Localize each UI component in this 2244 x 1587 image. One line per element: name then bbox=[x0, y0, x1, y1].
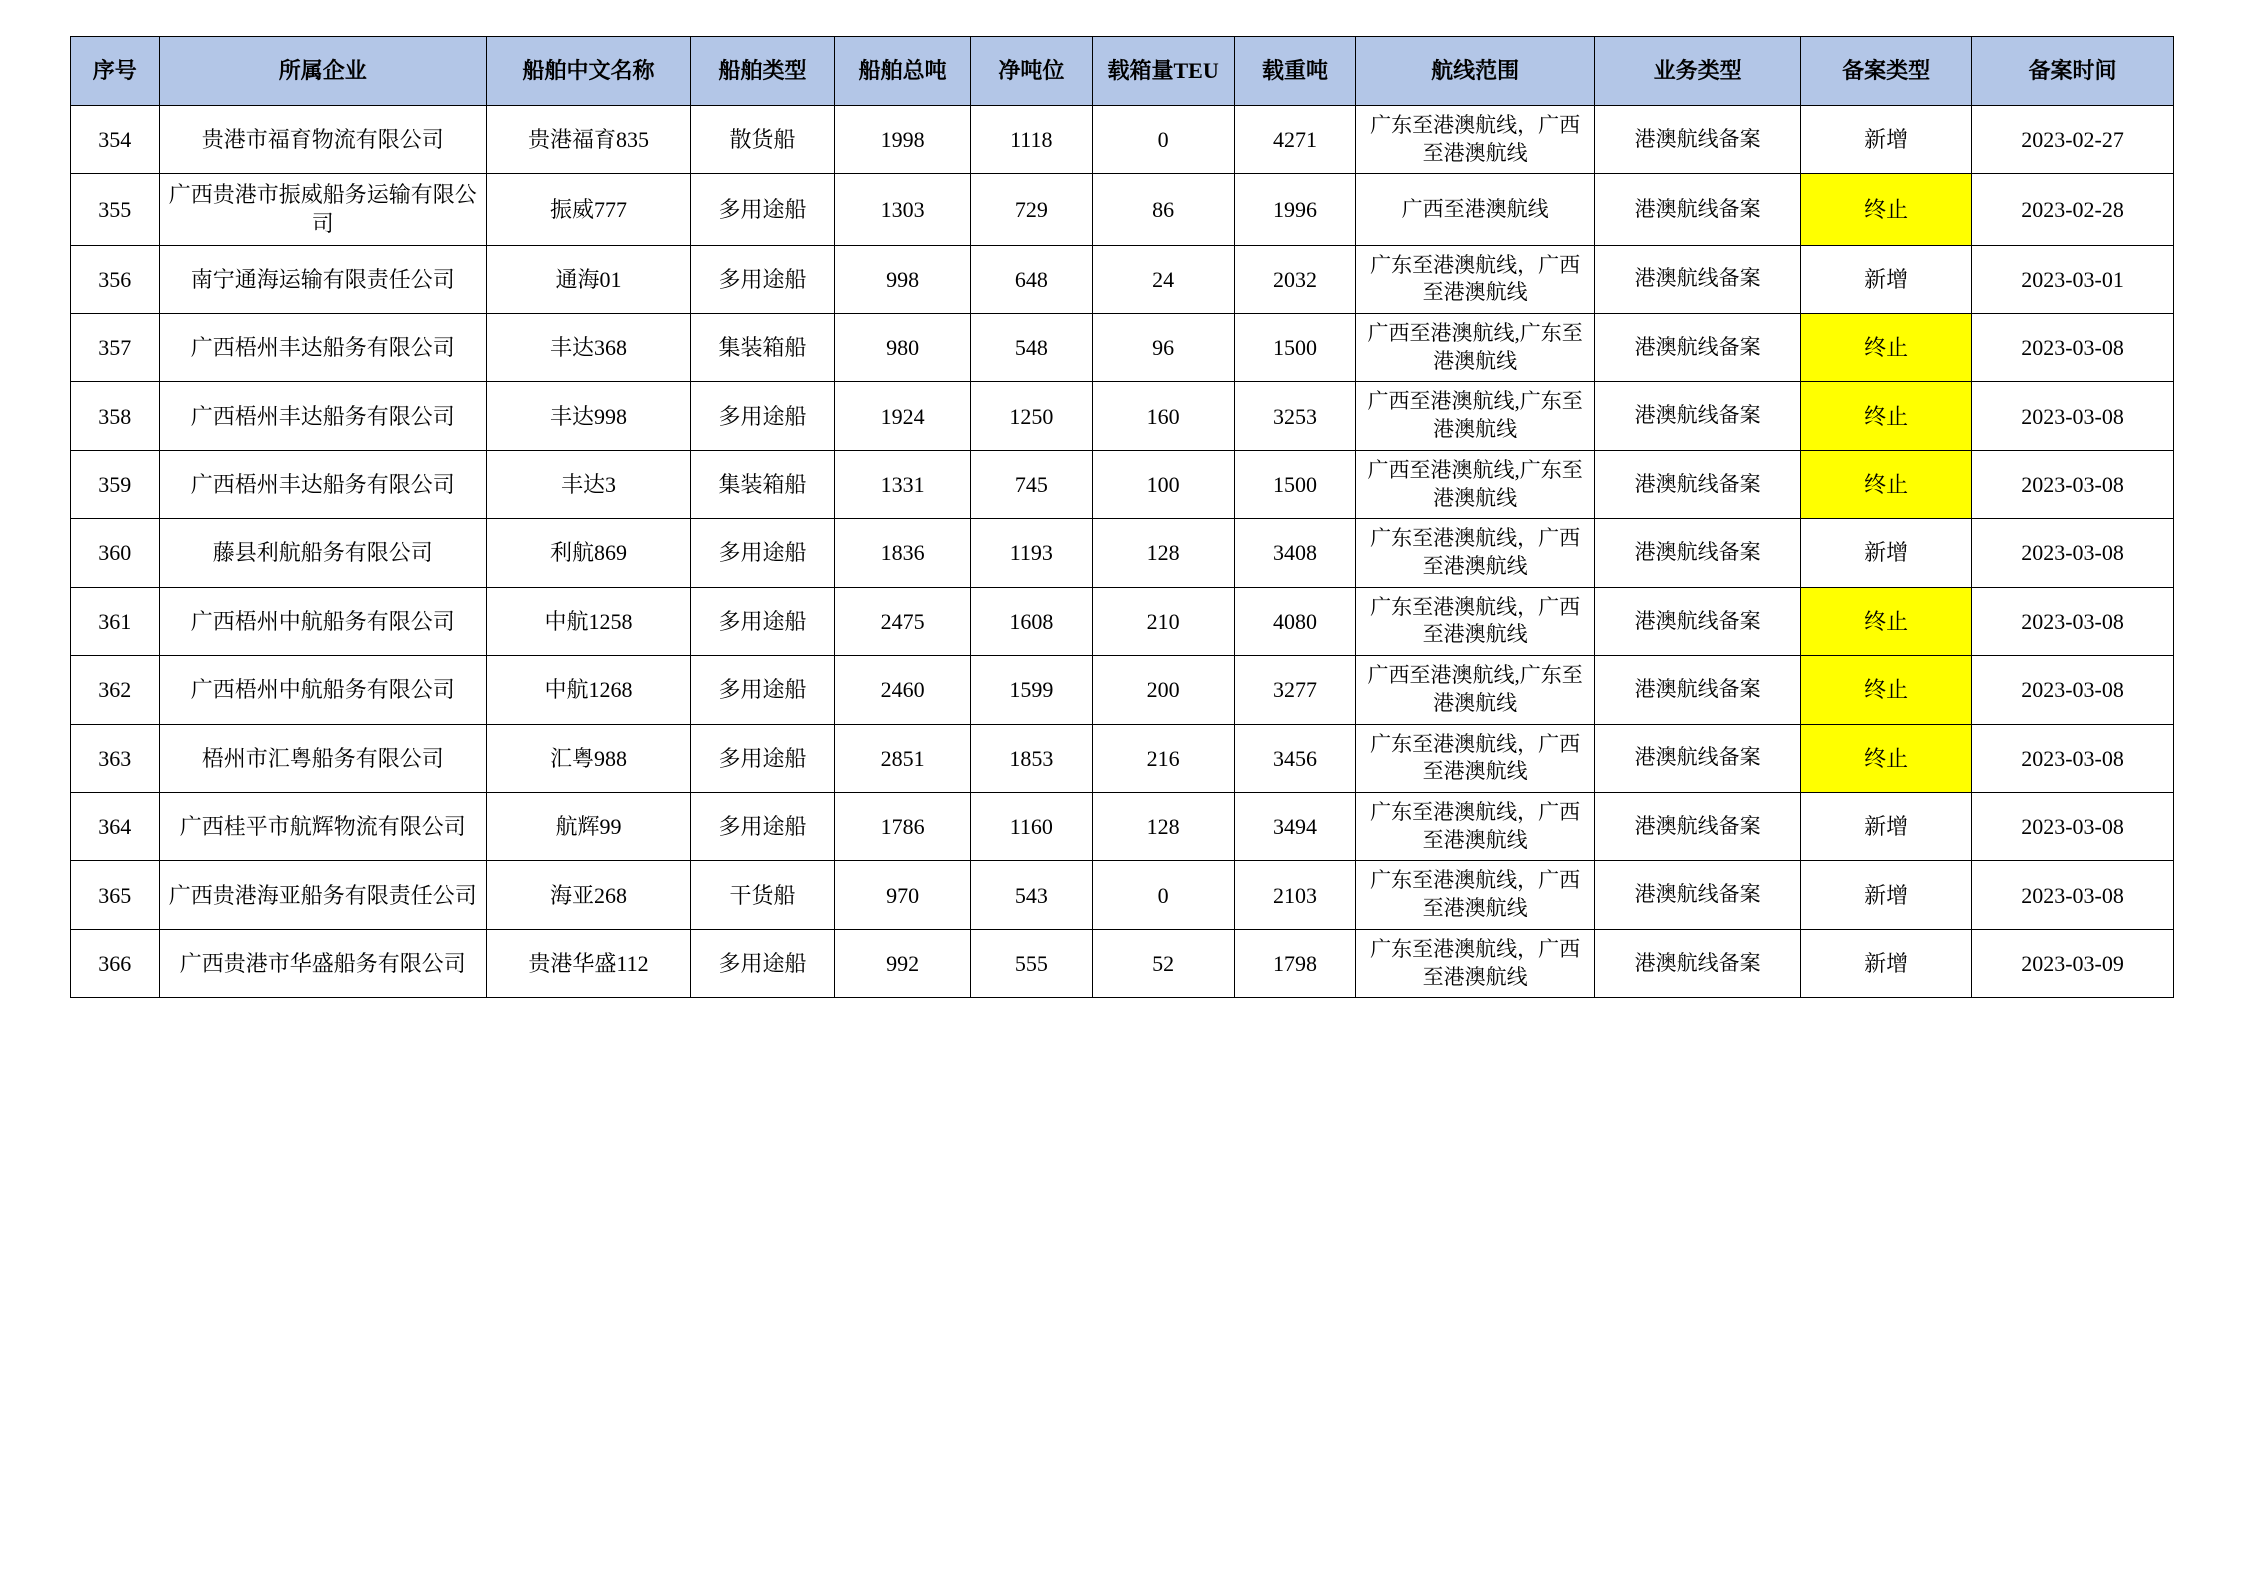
cell-net-tonnage: 1853 bbox=[971, 724, 1093, 792]
cell-ship-name: 利航869 bbox=[487, 519, 691, 587]
cell-ship-type: 多用途船 bbox=[690, 724, 834, 792]
cell-ship-name: 航辉99 bbox=[487, 793, 691, 861]
cell-ship-type: 多用途船 bbox=[690, 519, 834, 587]
cell-company: 藤县利航船务有限公司 bbox=[159, 519, 486, 587]
column-header-index: 序号 bbox=[71, 37, 160, 106]
cell-gross-tonnage: 998 bbox=[835, 245, 971, 313]
cell-ship-type: 多用途船 bbox=[690, 382, 834, 450]
cell-company: 广西梧州丰达船务有限公司 bbox=[159, 450, 486, 518]
cell-deadweight: 4080 bbox=[1234, 587, 1356, 655]
cell-record-type: 终止 bbox=[1801, 174, 1972, 245]
cell-route: 广东至港澳航线，广西至港澳航线 bbox=[1356, 929, 1595, 997]
cell-ship-name: 中航1268 bbox=[487, 656, 691, 724]
cell-net-tonnage: 1599 bbox=[971, 656, 1093, 724]
cell-ship-name: 贵港华盛112 bbox=[487, 929, 691, 997]
cell-record-type: 新增 bbox=[1801, 245, 1972, 313]
column-header-business-type: 业务类型 bbox=[1595, 37, 1801, 106]
cell-record-date: 2023-03-08 bbox=[1972, 724, 2174, 792]
cell-ship-name: 中航1258 bbox=[487, 587, 691, 655]
cell-record-date: 2023-03-08 bbox=[1972, 450, 2174, 518]
cell-company: 广西梧州丰达船务有限公司 bbox=[159, 382, 486, 450]
cell-company: 广西桂平市航辉物流有限公司 bbox=[159, 793, 486, 861]
table-header-row bbox=[71, 37, 2174, 106]
cell-record-date: 2023-02-27 bbox=[1972, 106, 2174, 174]
cell-gross-tonnage: 1998 bbox=[835, 106, 971, 174]
cell-gross-tonnage: 2460 bbox=[835, 656, 971, 724]
cell-ship-type: 集装箱船 bbox=[690, 313, 834, 381]
column-header-net-tonnage: 净吨位 bbox=[971, 37, 1093, 106]
cell-ship-type: 多用途船 bbox=[690, 656, 834, 724]
column-header-teu: 载箱量TEU bbox=[1092, 37, 1234, 106]
cell-deadweight: 1798 bbox=[1234, 929, 1356, 997]
cell-teu: 86 bbox=[1092, 174, 1234, 245]
cell-business-type: 港澳航线备案 bbox=[1595, 929, 1801, 997]
cell-ship-type: 干货船 bbox=[690, 861, 834, 929]
cell-ship-type: 多用途船 bbox=[690, 587, 834, 655]
cell-record-type: 新增 bbox=[1801, 861, 1972, 929]
table-row bbox=[71, 861, 2174, 929]
cell-company: 广西贵港海亚船务有限责任公司 bbox=[159, 861, 486, 929]
table-row bbox=[71, 724, 2174, 792]
cell-company: 广西梧州中航船务有限公司 bbox=[159, 656, 486, 724]
ship-record-table bbox=[70, 36, 2174, 998]
cell-deadweight: 1500 bbox=[1234, 450, 1356, 518]
cell-gross-tonnage: 1331 bbox=[835, 450, 971, 518]
cell-record-date: 2023-03-08 bbox=[1972, 656, 2174, 724]
cell-record-type: 终止 bbox=[1801, 313, 1972, 381]
cell-teu: 200 bbox=[1092, 656, 1234, 724]
cell-net-tonnage: 548 bbox=[971, 313, 1093, 381]
table-row bbox=[71, 656, 2174, 724]
cell-teu: 160 bbox=[1092, 382, 1234, 450]
cell-company: 梧州市汇粤船务有限公司 bbox=[159, 724, 486, 792]
table-row bbox=[71, 313, 2174, 381]
cell-teu: 24 bbox=[1092, 245, 1234, 313]
cell-record-type: 终止 bbox=[1801, 724, 1972, 792]
cell-deadweight: 2103 bbox=[1234, 861, 1356, 929]
cell-route: 广东至港澳航线，广西至港澳航线 bbox=[1356, 519, 1595, 587]
cell-ship-name: 通海01 bbox=[487, 245, 691, 313]
cell-net-tonnage: 1118 bbox=[971, 106, 1093, 174]
cell-business-type: 港澳航线备案 bbox=[1595, 587, 1801, 655]
cell-route: 广东至港澳航线，广西至港澳航线 bbox=[1356, 724, 1595, 792]
cell-net-tonnage: 648 bbox=[971, 245, 1093, 313]
cell-ship-type: 集装箱船 bbox=[690, 450, 834, 518]
cell-deadweight: 4271 bbox=[1234, 106, 1356, 174]
cell-ship-type: 多用途船 bbox=[690, 793, 834, 861]
cell-ship-type: 多用途船 bbox=[690, 245, 834, 313]
cell-ship-name: 丰达3 bbox=[487, 450, 691, 518]
cell-deadweight: 3408 bbox=[1234, 519, 1356, 587]
cell-deadweight: 3277 bbox=[1234, 656, 1356, 724]
cell-record-type: 新增 bbox=[1801, 929, 1972, 997]
cell-net-tonnage: 1160 bbox=[971, 793, 1093, 861]
table-body bbox=[71, 106, 2174, 998]
cell-teu: 52 bbox=[1092, 929, 1234, 997]
cell-business-type: 港澳航线备案 bbox=[1595, 519, 1801, 587]
cell-index: 355 bbox=[71, 174, 160, 245]
cell-business-type: 港澳航线备案 bbox=[1595, 450, 1801, 518]
cell-company: 广西贵港市华盛船务有限公司 bbox=[159, 929, 486, 997]
cell-deadweight: 3253 bbox=[1234, 382, 1356, 450]
column-header-route: 航线范围 bbox=[1356, 37, 1595, 106]
column-header-deadweight: 载重吨 bbox=[1234, 37, 1356, 106]
column-header-ship-name: 船舶中文名称 bbox=[487, 37, 691, 106]
cell-business-type: 港澳航线备案 bbox=[1595, 106, 1801, 174]
table-row bbox=[71, 519, 2174, 587]
cell-index: 354 bbox=[71, 106, 160, 174]
cell-index: 360 bbox=[71, 519, 160, 587]
column-header-gross-tonnage: 船舶总吨 bbox=[835, 37, 971, 106]
cell-net-tonnage: 543 bbox=[971, 861, 1093, 929]
cell-deadweight: 2032 bbox=[1234, 245, 1356, 313]
cell-index: 358 bbox=[71, 382, 160, 450]
cell-record-date: 2023-03-09 bbox=[1972, 929, 2174, 997]
cell-deadweight: 1996 bbox=[1234, 174, 1356, 245]
cell-record-date: 2023-02-28 bbox=[1972, 174, 2174, 245]
cell-route: 广西至港澳航线,广东至港澳航线 bbox=[1356, 313, 1595, 381]
cell-ship-name: 海亚268 bbox=[487, 861, 691, 929]
cell-route: 广东至港澳航线，广西至港澳航线 bbox=[1356, 245, 1595, 313]
cell-company: 贵港市福育物流有限公司 bbox=[159, 106, 486, 174]
cell-business-type: 港澳航线备案 bbox=[1595, 861, 1801, 929]
cell-record-date: 2023-03-08 bbox=[1972, 313, 2174, 381]
cell-gross-tonnage: 992 bbox=[835, 929, 971, 997]
cell-route: 广东至港澳航线，广西至港澳航线 bbox=[1356, 587, 1595, 655]
cell-teu: 216 bbox=[1092, 724, 1234, 792]
cell-record-type: 新增 bbox=[1801, 106, 1972, 174]
cell-net-tonnage: 1608 bbox=[971, 587, 1093, 655]
cell-record-type: 终止 bbox=[1801, 587, 1972, 655]
table-row bbox=[71, 174, 2174, 245]
cell-gross-tonnage: 1836 bbox=[835, 519, 971, 587]
cell-company: 南宁通海运输有限责任公司 bbox=[159, 245, 486, 313]
cell-business-type: 港澳航线备案 bbox=[1595, 793, 1801, 861]
cell-route: 广西至港澳航线,广东至港澳航线 bbox=[1356, 450, 1595, 518]
cell-index: 363 bbox=[71, 724, 160, 792]
column-header-ship-type: 船舶类型 bbox=[690, 37, 834, 106]
table-header bbox=[71, 37, 2174, 106]
table-row bbox=[71, 245, 2174, 313]
table-row bbox=[71, 382, 2174, 450]
cell-business-type: 港澳航线备案 bbox=[1595, 174, 1801, 245]
cell-deadweight: 3456 bbox=[1234, 724, 1356, 792]
cell-record-date: 2023-03-01 bbox=[1972, 245, 2174, 313]
cell-record-date: 2023-03-08 bbox=[1972, 519, 2174, 587]
cell-deadweight: 1500 bbox=[1234, 313, 1356, 381]
cell-record-type: 新增 bbox=[1801, 519, 1972, 587]
cell-business-type: 港澳航线备案 bbox=[1595, 382, 1801, 450]
cell-record-type: 终止 bbox=[1801, 450, 1972, 518]
cell-teu: 128 bbox=[1092, 793, 1234, 861]
cell-gross-tonnage: 1786 bbox=[835, 793, 971, 861]
cell-company: 广西梧州丰达船务有限公司 bbox=[159, 313, 486, 381]
cell-gross-tonnage: 2475 bbox=[835, 587, 971, 655]
cell-ship-name: 汇粤988 bbox=[487, 724, 691, 792]
cell-ship-name: 丰达368 bbox=[487, 313, 691, 381]
cell-index: 359 bbox=[71, 450, 160, 518]
cell-teu: 210 bbox=[1092, 587, 1234, 655]
cell-deadweight: 3494 bbox=[1234, 793, 1356, 861]
cell-ship-name: 丰达998 bbox=[487, 382, 691, 450]
cell-index: 366 bbox=[71, 929, 160, 997]
cell-company: 广西贵港市振威船务运输有限公司 bbox=[159, 174, 486, 245]
table-row bbox=[71, 106, 2174, 174]
cell-net-tonnage: 1193 bbox=[971, 519, 1093, 587]
cell-record-date: 2023-03-08 bbox=[1972, 587, 2174, 655]
cell-index: 356 bbox=[71, 245, 160, 313]
cell-route: 广西至港澳航线,广东至港澳航线 bbox=[1356, 656, 1595, 724]
cell-net-tonnage: 555 bbox=[971, 929, 1093, 997]
cell-index: 361 bbox=[71, 587, 160, 655]
column-header-record-date: 备案时间 bbox=[1972, 37, 2174, 106]
table-row bbox=[71, 587, 2174, 655]
cell-business-type: 港澳航线备案 bbox=[1595, 245, 1801, 313]
cell-business-type: 港澳航线备案 bbox=[1595, 313, 1801, 381]
cell-gross-tonnage: 1303 bbox=[835, 174, 971, 245]
cell-net-tonnage: 1250 bbox=[971, 382, 1093, 450]
cell-gross-tonnage: 1924 bbox=[835, 382, 971, 450]
cell-business-type: 港澳航线备案 bbox=[1595, 656, 1801, 724]
cell-net-tonnage: 729 bbox=[971, 174, 1093, 245]
cell-teu: 96 bbox=[1092, 313, 1234, 381]
cell-ship-name: 贵港福育835 bbox=[487, 106, 691, 174]
cell-ship-type: 多用途船 bbox=[690, 174, 834, 245]
column-header-record-type: 备案类型 bbox=[1801, 37, 1972, 106]
cell-index: 357 bbox=[71, 313, 160, 381]
cell-route: 广东至港澳航线，广西至港澳航线 bbox=[1356, 793, 1595, 861]
table-row bbox=[71, 450, 2174, 518]
cell-route: 广东至港澳航线，广西至港澳航线 bbox=[1356, 861, 1595, 929]
cell-company: 广西梧州中航船务有限公司 bbox=[159, 587, 486, 655]
table-row bbox=[71, 793, 2174, 861]
cell-ship-name: 振威777 bbox=[487, 174, 691, 245]
cell-ship-type: 散货船 bbox=[690, 106, 834, 174]
cell-record-type: 终止 bbox=[1801, 382, 1972, 450]
table-row bbox=[71, 929, 2174, 997]
cell-ship-type: 多用途船 bbox=[690, 929, 834, 997]
cell-route: 广西至港澳航线 bbox=[1356, 174, 1595, 245]
cell-index: 364 bbox=[71, 793, 160, 861]
cell-index: 365 bbox=[71, 861, 160, 929]
cell-record-date: 2023-03-08 bbox=[1972, 793, 2174, 861]
cell-gross-tonnage: 970 bbox=[835, 861, 971, 929]
cell-index: 362 bbox=[71, 656, 160, 724]
cell-record-date: 2023-03-08 bbox=[1972, 382, 2174, 450]
cell-gross-tonnage: 980 bbox=[835, 313, 971, 381]
cell-teu: 0 bbox=[1092, 861, 1234, 929]
cell-record-date: 2023-03-08 bbox=[1972, 861, 2174, 929]
cell-route: 广西至港澳航线,广东至港澳航线 bbox=[1356, 382, 1595, 450]
cell-teu: 100 bbox=[1092, 450, 1234, 518]
column-header-company: 所属企业 bbox=[159, 37, 486, 106]
cell-teu: 0 bbox=[1092, 106, 1234, 174]
cell-business-type: 港澳航线备案 bbox=[1595, 724, 1801, 792]
cell-record-type: 新增 bbox=[1801, 793, 1972, 861]
cell-gross-tonnage: 2851 bbox=[835, 724, 971, 792]
cell-net-tonnage: 745 bbox=[971, 450, 1093, 518]
cell-route: 广东至港澳航线，广西至港澳航线 bbox=[1356, 106, 1595, 174]
cell-record-type: 终止 bbox=[1801, 656, 1972, 724]
cell-teu: 128 bbox=[1092, 519, 1234, 587]
